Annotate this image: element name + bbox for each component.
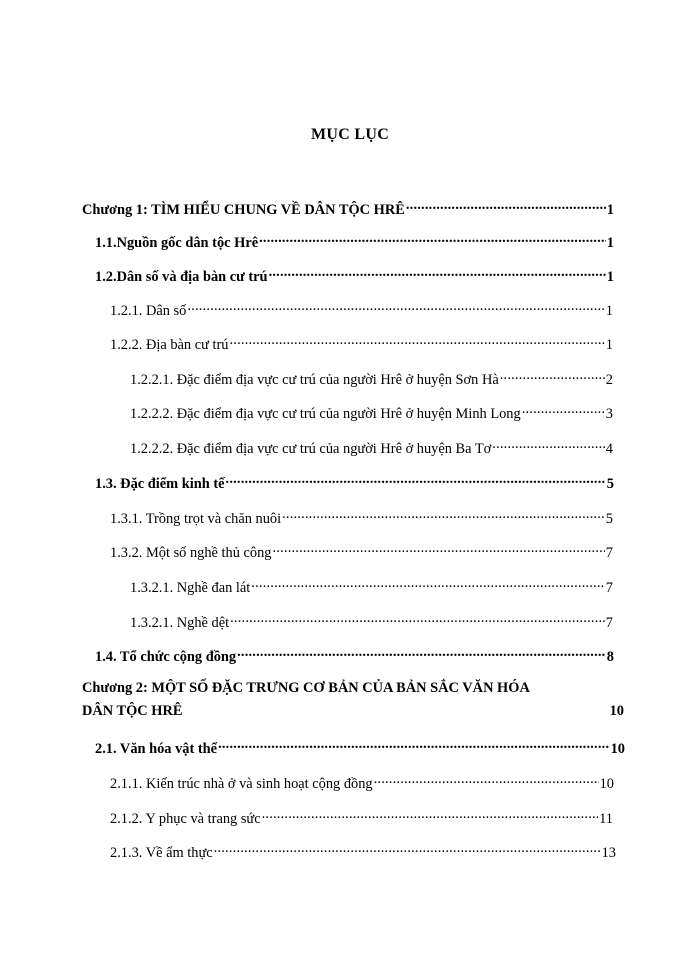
dot-leader	[492, 435, 605, 453]
toc-entry-label: 1.2.Dân số và địa bàn cư trú	[95, 269, 268, 285]
toc-entry-1-1[interactable]	[95, 229, 614, 252]
toc-entry-1-3-2[interactable]	[110, 539, 613, 562]
toc-entry-label: 1.3.2. Một số nghề thủ công	[110, 545, 272, 561]
toc-entry-label: 1.3.2.1. Nghề đan lát	[130, 580, 251, 596]
dot-leader	[237, 643, 606, 661]
toc-entry-2-1-3[interactable]	[110, 839, 616, 862]
toc-entry-page: 5	[605, 511, 613, 527]
toc-entry-chapter-1[interactable]	[82, 196, 614, 219]
toc-entry-page: 1	[606, 235, 614, 251]
toc-entry-2-1-2[interactable]	[110, 805, 613, 828]
toc-entry-1-2-2-2-ba-to[interactable]	[130, 435, 613, 458]
toc-entry-page: 3	[605, 406, 613, 422]
toc-entry-page: 7	[605, 615, 613, 631]
toc-entry-label: 2.1.1. Kiến trúc nhà ở và sinh hoạt cộng đồng	[110, 776, 373, 792]
dot-leader	[500, 366, 605, 384]
dot-leader	[262, 805, 599, 823]
dot-leader	[273, 539, 605, 557]
toc-entry-label-line2: DÂN TỘC HRÊ	[82, 703, 183, 719]
toc-entry-page: 11	[599, 811, 613, 827]
toc-entry-label: 1.3.1. Trồng trọt và chăn nuôi	[110, 511, 282, 527]
dot-leader	[226, 470, 606, 488]
toc-entry-page: 5	[606, 476, 614, 492]
dot-leader	[259, 229, 606, 247]
toc-entry-label: 1.2.2. Địa bàn cư trú	[110, 337, 229, 353]
dot-leader	[282, 505, 605, 523]
toc-entry-line2	[82, 697, 624, 720]
dot-leader	[218, 735, 610, 753]
toc-entry-label: 1.1.Nguồn gốc dân tộc Hrê	[95, 235, 259, 251]
toc-entry-1-4[interactable]	[95, 643, 614, 666]
toc-entry-page: 7	[605, 580, 613, 596]
toc-entry-page: 8	[606, 649, 614, 665]
toc-entry-1-2-2[interactable]	[110, 331, 613, 354]
toc-entry-page: 1	[605, 303, 613, 319]
toc-entry-label: 1.2.2.2. Đặc điểm địa vực cư trú của người Hrê ở huyện Minh Long	[130, 406, 521, 422]
toc-entry-label: 2.1.3. Về ẩm thực	[110, 845, 213, 861]
dot-leader	[406, 196, 606, 214]
toc-entry-label: 1.3.2.1. Nghề dệt	[130, 615, 230, 631]
dot-leader	[269, 263, 606, 281]
dot-leader	[251, 574, 605, 592]
toc-entry-page: 1	[606, 202, 614, 218]
toc-entry-label-line1: Chương 2: MỘT SỐ ĐẶC TRƯNG CƠ BẢN CỦA BẢN SẮC VĂN HÓA	[82, 680, 530, 696]
toc-entry-2-1-1[interactable]	[110, 770, 614, 793]
toc-entry-page: 1	[606, 269, 614, 285]
dot-leader	[374, 770, 599, 788]
toc-entry-1-3-2-1-dan-lat[interactable]	[130, 574, 613, 597]
toc-entry-label: 2.1.2. Y phục và trang sức	[110, 811, 261, 827]
toc-entry-page: 7	[605, 545, 613, 561]
toc-entry-page: 13	[601, 845, 616, 861]
dot-leader	[230, 609, 605, 627]
toc-entry-page: 10	[599, 776, 614, 792]
dot-leader	[522, 400, 605, 418]
toc-entry-2-1[interactable]	[95, 735, 625, 758]
toc-entry-1-3[interactable]	[95, 470, 614, 493]
toc-entry-1-2-1[interactable]	[110, 297, 613, 320]
toc-entry-page: 1	[605, 337, 613, 353]
toc-entry-page: 10	[609, 703, 624, 719]
toc-entry-page: 10	[610, 741, 625, 757]
toc-title: MỤC LỤC	[310, 126, 390, 143]
toc-entry-label: Chương 1: TÌM HIỂU CHUNG VỀ DÂN TỘC HRÊ	[82, 202, 405, 218]
toc-entry-1-2-2-1[interactable]	[130, 366, 613, 389]
toc-entry-1-3-1[interactable]	[110, 505, 613, 528]
toc-entry-label: 1.2.2.2. Đặc điểm địa vực cư trú của người Hrê ở huyện Ba Tơ	[130, 441, 492, 457]
dot-leader	[187, 297, 604, 315]
toc-entry-label: 1.2.2.1. Đặc điểm địa vực cư trú của người Hrê ở huyện Sơn Hà	[130, 372, 499, 388]
toc-entry-1-2-2-2-minh-long[interactable]	[130, 400, 613, 423]
toc-entry-label: 2.1. Văn hóa vật thể	[95, 741, 218, 757]
toc-entry-label: 1.4. Tổ chức cộng đồng	[95, 649, 237, 665]
toc-entry-page: 4	[605, 441, 613, 457]
toc-entry-1-2[interactable]	[95, 263, 614, 286]
toc-entry-1-3-2-1-det[interactable]	[130, 609, 613, 632]
dot-leader	[214, 839, 601, 857]
toc-entry-label: 1.2.1. Dân số	[110, 303, 187, 319]
toc-entry-label: 1.3. Đặc điểm kinh tế	[95, 476, 225, 492]
dot-leader	[230, 331, 605, 349]
toc-entry-page: 2	[605, 372, 613, 388]
toc-entry-chapter-2[interactable]	[82, 679, 624, 720]
dot-leader	[183, 697, 608, 715]
